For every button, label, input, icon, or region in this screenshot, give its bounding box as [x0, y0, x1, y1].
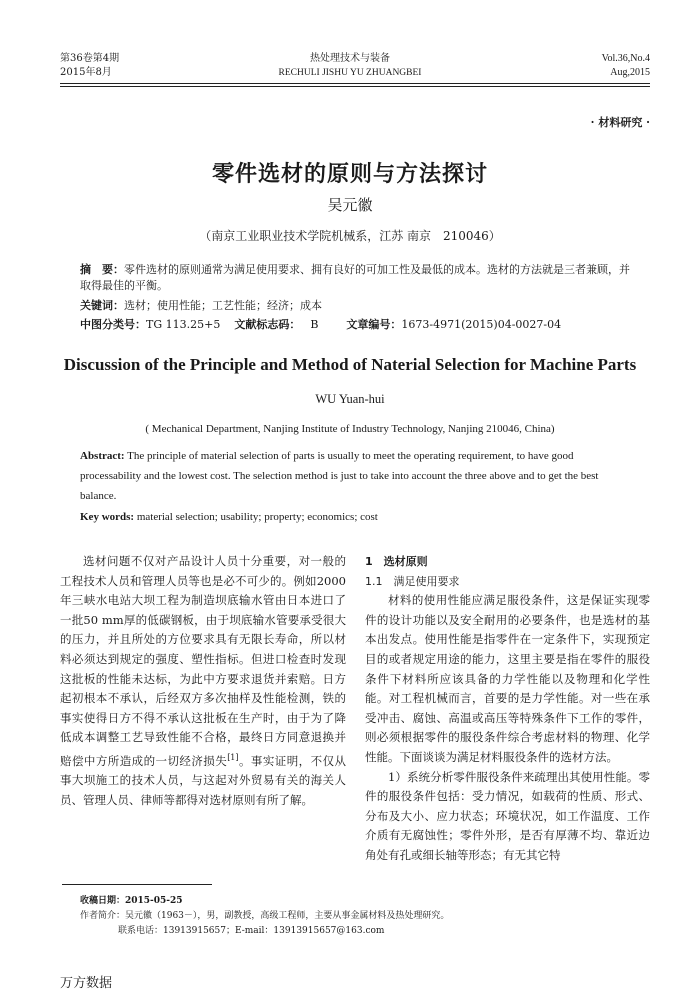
keywords-zh-label: 关键词： [80, 299, 124, 312]
abstract-zh [80, 262, 640, 294]
affiliation-zh: （南京工业职业技术学院机械系，江苏 南京 210046） [199, 229, 501, 243]
doc-code-value: B [310, 318, 319, 331]
title-en: Discussion of the Principle and Method of Naterial Selection for Machine Parts [63, 355, 637, 374]
journal-name-zh: 热处理技术与装备 [310, 53, 390, 64]
keywords-en-text: material selection; usability; property; economics; cost [136, 511, 378, 523]
body-paragraph: 1）系统分析零件服役条件来疏理出其使用性能。零件的服役条件包括：受力情况，如载荷的性质、形式、分布及大小、应力状态；环境状况，如工作温度、工作介质有无腐蚀性；零件外形，是否有厚薄不均、靠近边角处有孔或细长轴等形态；有无其它特 [365, 769, 650, 862]
title-zh: 零件选材的原则与方法探讨 [211, 162, 488, 187]
section-tag: · 材料研究 · [590, 116, 650, 129]
abstract-zh-label: 摘 要： [80, 263, 124, 276]
abstract-en-label: Abstract: [80, 450, 125, 462]
header-rule [60, 83, 650, 84]
author-en: WU Yuan-hui [315, 392, 385, 406]
clc-value: TG 113.25+5 [146, 318, 221, 331]
keywords-zh-text: 选材；使用性能；工艺性能；经济；成本 [124, 299, 322, 312]
journal-name [0, 52, 700, 80]
journal-name-pinyin: RECHULI JISHU YU ZHUANGBEI [278, 68, 422, 78]
header-rule-thin [60, 86, 650, 87]
keywords-zh [80, 298, 640, 314]
footnote-rule [62, 884, 212, 885]
doc-code-label: 文献标志码： [234, 318, 301, 331]
reference-marker: [1] [227, 752, 239, 762]
classification [80, 317, 640, 333]
body-left-text-after: 。事实证明，不仅从事大坝施工的技术人员，与这起对外贸易有关的海关人员、管理人员、律师等都得对选材原则有所了解。 [60, 753, 347, 807]
volume-number: Vol.36,No.4 [601, 53, 650, 64]
body-paragraph [60, 552, 346, 811]
abstract-en [80, 446, 630, 506]
abstract-zh-text: 零件选材的原则通常为满足使用要求、拥有良好的可加工性及最低的成本。选材的方法就是三者兼顾，并取得最佳的平衡。 [80, 263, 630, 292]
body-paragraph: 材料的使用性能应满足服役条件，这是保证实现零件的设计功能以及安全耐用的必要条件，也是选材的基本出发点。使用性能是指零件在一定条件下，实现预定目的或者规定用途的能力，这里主要是指在零件的服役条件下材料所应该具备的力学性能以及物理和化学性能。对工程机械而言，首要的是力学性能。对一些在承受冲击、腐蚀、高温或高压等特殊条件下工作的零件，则必须根据零件的服役条件综合考虑材料的物理、化学性能。下面谈谈为满足材料服役条件的选材方法。 [365, 593, 650, 764]
author-contact: 联系电话：13913915657；E-mail：13913915657@163.com [118, 926, 385, 936]
footnote [80, 894, 449, 939]
keywords-en [80, 507, 630, 527]
body-left-text: 选材问题不仅对产品设计人员十分重要，对一般的工程技术人员和管理人员等也是必不可少的。例如2000年三峡水电站大坝工程为制造坝底输水管由日本进口了一批50 mm厚的低碳钢板，由于坝底输水管要承受很大的压力，并且所处的方位要求具有无限长寿命，所以材料必须达到规定的强度、塑性指标。但进口检查时发现这批板的性能未达标，为此中方要求退货并索赔。日方起初根本不承认，后经双方多次抽样及性能检测，铁的事实使得日方不得不承认这批板在生产时，由于为了降低成本调整工艺导致性能不合格，最终日方同意退换并赔偿中方所造成的一切经济损失 [60, 554, 346, 768]
article-id-value: 1673-4971(2015)04-0027-04 [401, 318, 562, 331]
section-heading: 1 选材原则 [365, 555, 428, 568]
issue-date: 2015年8月 [60, 67, 112, 78]
body-column-right [365, 552, 650, 866]
affiliation-en: ( Mechanical Department, Nanjing Institute of Industry Technology, Nanjing 210046, China) [145, 423, 555, 435]
article-id-label: 文章编号： [346, 318, 402, 331]
received-date: 收稿日期：2015-05-25 [80, 896, 183, 906]
issue-volume: 第36卷第4期 [60, 53, 120, 64]
subsection-heading: 1.1 满足使用要求 [365, 574, 460, 588]
author-zh: 吴元徽 [327, 196, 373, 214]
volume-date: Aug,2015 [610, 67, 650, 78]
body-column-left [60, 552, 346, 811]
clc-label: 中图分类号： [80, 318, 146, 331]
watermark: 万方数据 [60, 976, 113, 991]
journal-volume-en [602, 52, 650, 80]
abstract-en-text: The principle of material selection of parts is usually to meet the operating requirement, to have good processability and the lowest cost. The selection method is just to take into account the three above and to get the best balance. [80, 450, 599, 502]
keywords-en-label: Key words: [80, 511, 135, 523]
author-bio: 作者简介：吴元徽（1963－），男，副教授，高级工程师，主要从事金属材料及热处理研究。 [80, 911, 450, 921]
